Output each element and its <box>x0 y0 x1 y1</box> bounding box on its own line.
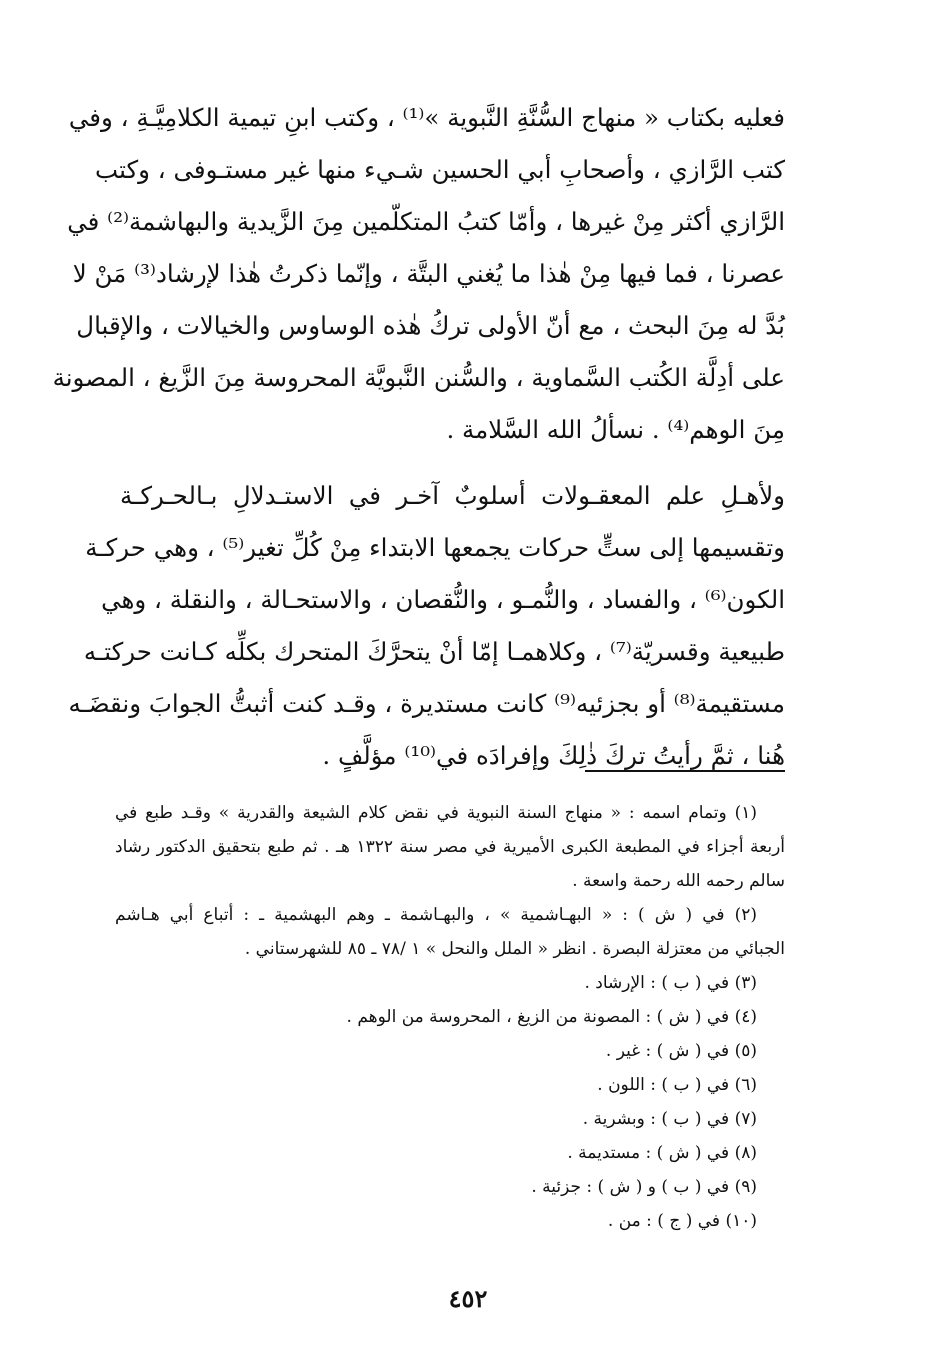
footnote-line: (٢) في ( ش ) : « البهـاشمية » ، والبهـاشمة ـ وهم البهشمية ـ : أتباع أبي هـاشم <box>115 905 757 925</box>
footnote-line: (٣) في ( ب ) : الإرشاد . <box>584 973 757 993</box>
paragraph-gap <box>120 456 785 470</box>
text-line: هُنا ، ثمَّ رأيتُ تركَ ذٰلِكَ وإفرادَه في⁽¹⁰⁾ مؤلَّفٍ . <box>322 741 785 770</box>
text-line: بُدَّ له مِنَ البحث ، مع أنّ الأولى تركُ هٰذه الوساوس والخيالات ، والإقبال <box>76 311 785 340</box>
footnotes <box>115 796 785 1238</box>
footnote-line: (٤) في ( ش ) : المصونة من الزيغ ، المحروسة من الوهم . <box>346 1007 757 1027</box>
footnote-line: الجبائي من معتزلة البصرة . انظر « الملل والنحل » ١ /٧٨ ـ ٨٥ للشهرستاني . <box>244 939 785 959</box>
text-line: على أدِلَّة الكُتب السَّماوية ، والسُّنن النَّبويَّة المحروسة مِنَ الزَّيغ ، المصونة <box>52 363 785 392</box>
text-line: الكون⁽⁶⁾ ، والفساد ، والنُّمـو ، والنُّقصان ، والاستحـالة ، والنقلة ، وهي <box>101 585 785 614</box>
footnote-line: (٩) في ( ب ) و ( ش ) : جزئية . <box>531 1177 757 1197</box>
text-line: عصرنا ، فما فيها مِنْ هٰذا ما يُغني البتَّة ، وإنّما ذكرتُ هٰذا لإرشاد⁽³⁾ مَنْ لا <box>72 259 785 288</box>
footnote-line: أربعة أجزاء في المطبعة الكبرى الأميرية في مصر سنة ١٣٢٢ هـ . ثم طبع بتحقيق الدكتور رشاد <box>115 837 785 857</box>
text-line: وتقسيمها إلى ستٍّ حركات يجمعها الابتداء مِنْ كُلِّ تغير⁽⁵⁾ ، وهي حركـة <box>85 533 785 562</box>
text-line: كتب الرَّازي ، وأصحابِ أبي الحسين شـيء منها غير مستـوفى ، وكتب <box>95 155 785 184</box>
text-line: طبيعية وقسريّة⁽⁷⁾ ، وكلاهمـا إمّا أنْ يتحرَّكَ المتحرك بكلِّه كـانت حركتـه <box>83 637 785 666</box>
text-line: فعليه بكتاب « منهاج السُّنَّةِ النَّبوية »⁽¹⁾ ، وكتب ابنِ تيمية الكلامِيَّـةِ ، وفي <box>68 103 785 132</box>
text-line: مستقيمة⁽⁸⁾ أو بجزئيه⁽⁹⁾ كانت مستديرة ، وقـد كنت أثبتُّ الجوابَ ونقضَـه <box>68 689 785 718</box>
footnote-line: (٥) في ( ش ) : غير . <box>605 1041 757 1061</box>
text-line: ولأهـلِ علم المعقـولات أسلوبٌ آخـر في الاستـدلالِ بـالحـركـة <box>120 481 785 510</box>
footnote-line: (١٠) في ( ج ) : من . <box>607 1211 757 1231</box>
text-line: الرَّازي أكثر مِنْ غيرها ، وأمّا كتبُ المتكلّمين مِنَ الزَّيدية والبهاشمة⁽²⁾ في <box>67 207 785 236</box>
footnote-line: (٨) في ( ش ) : مستديمة . <box>567 1143 757 1163</box>
text-line: مِنَ الوهم⁽⁴⁾ . نسألُ الله السَّلامة . <box>446 415 785 444</box>
footnote-separator <box>585 770 785 772</box>
footnote-line: سالم رحمه الله رحمة واسعة . <box>572 871 785 891</box>
footnote-line: (١) وتمام اسمه : « منهاج السنة النبوية في نقض كلام الشيعة والقدرية » وقـد طبع في <box>115 803 757 823</box>
footnote-line: (٦) في ( ب ) : اللون . <box>597 1075 757 1095</box>
footnote-line: (٧) في ( ب ) : وبشرية . <box>582 1109 757 1129</box>
main-text <box>52 92 785 782</box>
page-number: ٤٥٢ <box>448 1284 488 1313</box>
